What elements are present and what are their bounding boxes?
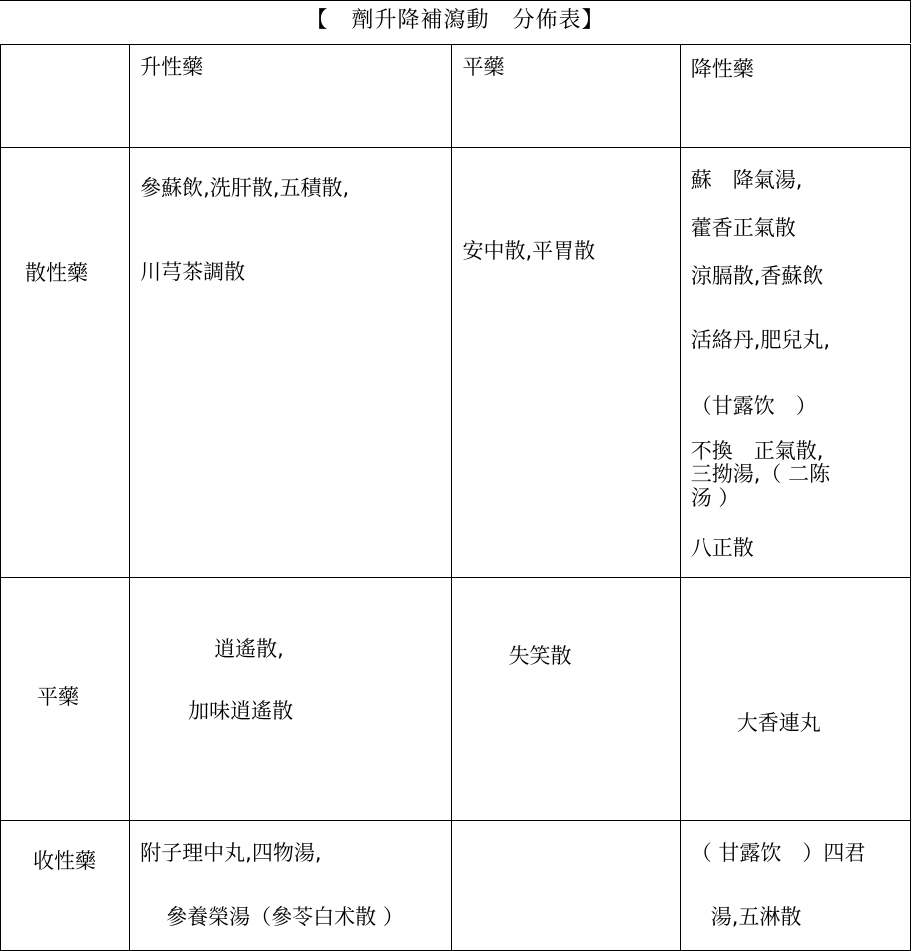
remedy-text: 失笑散 (508, 644, 572, 668)
remedy-text: 活絡丹,肥兒丸, (690, 328, 831, 352)
row-label-neutral: 平藥 (37, 685, 79, 709)
remedy-text: 逍遙散, (214, 637, 284, 661)
remedy-text: （ 甘露饮 ）四君 (690, 841, 866, 865)
remedy-text: 八正散 (690, 536, 754, 560)
header-neutral-cell (452, 45, 680, 148)
row-label-dispersing: 散性藥 (25, 261, 88, 285)
cell-neutral-rising (130, 578, 452, 821)
cell-neutral-descending (680, 578, 910, 821)
remedy-text: 涼膈散,香蘇飲 (690, 264, 824, 288)
remedy-text: 三拗湯,（ 二陈 (690, 462, 831, 486)
remedy-text: 參養榮湯（參苓白术散 ） (166, 905, 404, 929)
remedy-text: 湯,五淋散 (710, 905, 802, 929)
remedy-text: 大香連丸 (736, 711, 821, 735)
header-rising-label: 升性藥 (140, 55, 204, 79)
row-label-cell-dispersing (1, 148, 130, 578)
header-descending-cell (680, 45, 910, 148)
row-label-cell-neutral (1, 578, 130, 821)
remedy-text: 川芎茶調散 (140, 260, 246, 284)
cell-astringent-neutral (452, 821, 680, 951)
cell-dispersing-rising (130, 148, 452, 578)
header-descending-label: 降性藥 (690, 57, 754, 81)
remedy-text: 汤 ） (690, 486, 740, 510)
row-label-cell-astringent (1, 821, 130, 951)
remedy-text: 安中散,平胃散 (462, 239, 596, 263)
table-header-row (1, 45, 911, 148)
remedy-text: 蘇 降氣湯, (690, 168, 803, 192)
remedy-text: 藿香正氣散 (690, 216, 796, 240)
table-row-neutral (1, 578, 911, 821)
cell-astringent-descending (680, 821, 910, 951)
header-corner-cell (1, 45, 130, 148)
header-neutral-label: 平藥 (462, 55, 505, 79)
cell-neutral-neutral (452, 578, 680, 821)
cell-dispersing-neutral (452, 148, 680, 578)
table-row-astringent (1, 821, 911, 951)
remedy-text: 附子理中丸,四物湯, (140, 841, 322, 865)
remedy-text: （甘露饮 ） (690, 394, 817, 418)
remedy-text: 不換 正氣散, (690, 439, 824, 463)
remedy-text: 加味逍遙散 (188, 699, 294, 723)
cell-dispersing-descending (680, 148, 910, 578)
row-label-astringent: 收性藥 (33, 849, 96, 873)
cell-astringent-rising (130, 821, 452, 951)
distribution-table (0, 44, 911, 951)
table-title: 【 劑升降補瀉動 分佈表】 (0, 0, 911, 43)
remedy-text: 參蘇飲,洗肝散,五積散, (140, 176, 350, 200)
table-row-dispersing (1, 148, 911, 578)
header-rising-cell (130, 45, 452, 148)
